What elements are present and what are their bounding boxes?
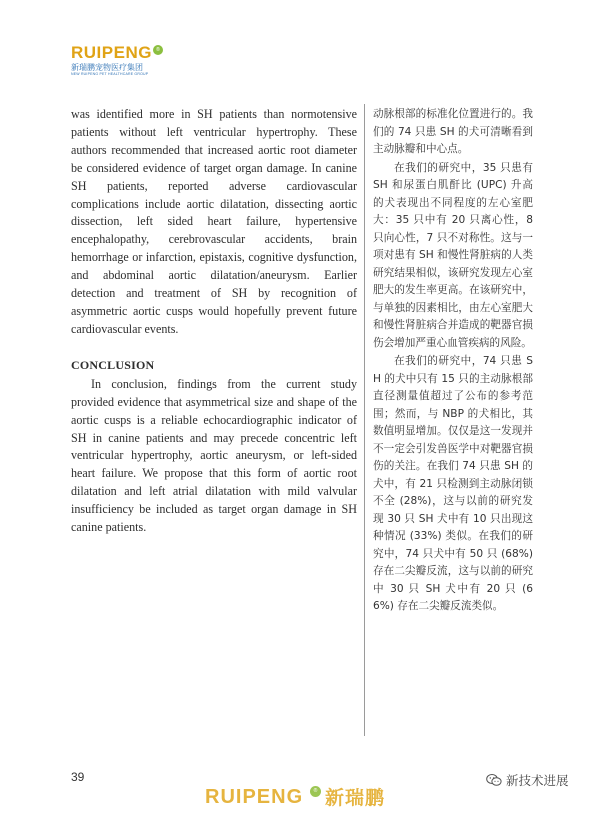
conclusion-paragraph: In conclusion, findings from the current study provided evidence that asymmetrical size and shape of the aortic cusps is a reliable echocardiographic indicator of SH in canine patients and may precede concentric left ventricular hypertrophy, aortic aneurysm, or left-sided heart failure. We propose that this form of aortic root dilatation and left atrial dilatation with mild valvular insufficiency be included as target organ damage in SH canine patients.: [71, 376, 357, 535]
footer-badge-icon: ®: [310, 786, 321, 797]
footer-brand-logo: [205, 786, 415, 810]
column-divider: [364, 104, 365, 736]
logo-wordmark: RUIPENG: [71, 43, 152, 62]
wechat-account-name: 新技术进展: [506, 773, 569, 788]
wechat-icon: [486, 773, 502, 787]
chinese-paragraph-3: 在我们的研究中，74 只患 SH 的犬中只有 15 只的主动脉根部直径测量值超过了公布的参考范围；然而，与 NBP 的犬相比，其数值明显增加。仅仅是这一发现并不一定会引发兽医学中对靶器官损伤的关注。在我们 74 只患 SH 的犬中，有 21 只检测到主动脉闭锁不全 (28%)，这与以前的研究发现 30 只 SH 犬中有 10 只出现这种情况 (33%) 类似。在我们的研究中，74 只犬中有 50 只 (68%) 存在二尖瓣反流，这与以前的研究中 30 只 SH 犬中有 20 只 (66%) 存在二尖瓣反流类似。: [373, 355, 533, 612]
wechat-account[interactable]: [486, 772, 586, 792]
footer-brand-wordmark: RUIPENG: [205, 786, 304, 808]
footer-brand-chinese: 新瑞鹏: [325, 787, 386, 809]
logo-chinese-name: 新瑞鹏宠物医疗集团: [71, 63, 143, 72]
conclusion-heading: CONCLUSION: [71, 357, 155, 372]
logo-badge-icon: ®: [153, 45, 163, 55]
chinese-paragraph-2: 在我们的研究中，35 只患有 SH 和尿蛋白肌酐比 (UPC) 升高的犬表现出不同程度的左心室肥大：35 只中有 20 只离心性，8 只向心性，7 只不对称性。这与一项对患有 SH 和慢性肾脏病的人类研究结果相似，该研究发现左心室肥大的发生率更高。在该研究中，与单独的因素相比，由左心室肥大和慢性肾脏病合并造成的靶器官损伤会增加严重心血管疾病的风险。: [373, 161, 533, 349]
page-number: 39: [71, 770, 85, 784]
english-paragraph-1: was identified more in SH patients than normotensive patients without left ventricular hypertrophy. These authors recommended that increased aortic root diameter be considered evidence of target organ damage. In canine SH patients, reported adverse cardiovascular complications include aortic dilatation, dissecting aortic dissection, left sided heart failure, hypertensive encephalopathy, cerebrovascular accidents, brain hemorrhage or infarction, epistaxis, cognitive dysfunction, and abdominal aortic dilatation/aneurysm. Earlier detection and treatment of SH by recognition of asymmetric aortic cusps would hopefully prevent future cardiovascular events.: [71, 107, 357, 336]
logo-tagline: NEW RUIPENG PET HEALTHCARE GROUP: [71, 72, 149, 76]
chinese-paragraph-1: 动脉根部的标准化位置进行的。我们的 74 只患 SH 的犬可清晰看到主动脉瓣和中心点。: [373, 108, 533, 155]
header-logo: [71, 44, 191, 78]
chinese-column: [373, 106, 533, 617]
english-column: [71, 106, 357, 537]
